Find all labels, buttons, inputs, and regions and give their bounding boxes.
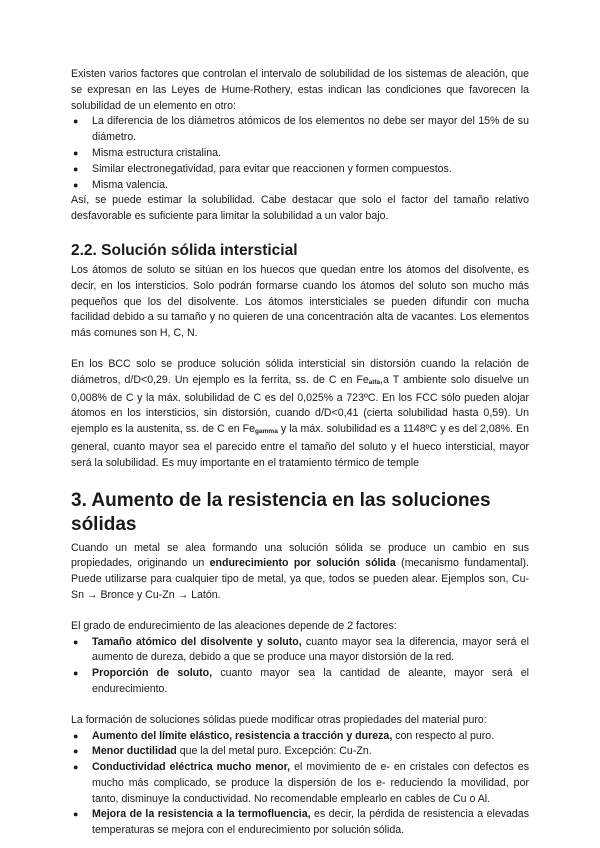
bcc-fcc-paragraph: En los BCC solo se produce solución sólida intersticial sin distorsión cuando la relación de diámetros, d/D<0,29. Un ejemplo es la ferrita, ss. de C en $Fe_{alfa},a$ T ambiente solo disuelve un 0,008% de C y la máx. solubilidad de C es del 0,025% a 723ºC. En los FCC sólo pueden alojar átomos en los intersticios, sin distorsión, cuando d/D<0,41 (cierta solubilidad hasta 0,59). Un ejemplo es la austenita, ss. de C en $Fe_{gamma}$ y la máx. solubilidad es a 1148ºC y es del 2,08%. En general, cuanto mayor sea el parecido entre el tamaño del soluto y el hueco intersticial, mayor será la solubilidad. Es muy importante en el tratamiento térmico de temple	[71, 357, 529, 469]
bullet-icon: ●	[73, 809, 79, 820]
list-item: ● Conductividad eléctrica mucho menor, el movimiento de e- en cristales con defectos es mucho más complicado, se produce la dispersión de los e- reduciendo la movilidad, por tanto, disminuye la conductividad. No recomendable emplearlo en cables de Cu o Al.	[73, 761, 529, 805]
list-item: ● Similar electronegatividad, para evitar que reaccionen y formen compuestos.	[71, 162, 529, 178]
bullet-icon: ●	[73, 163, 79, 174]
section-2-2-heading: 2.2. Solución sólida intersticial	[71, 241, 298, 259]
subscript-gamma: gamma	[255, 428, 278, 436]
bullet-icon: ●	[73, 730, 79, 741]
bullet-icon: ●	[73, 147, 79, 158]
subscript-alfa: alfa	[368, 378, 380, 386]
bullet-icon: ●	[73, 116, 79, 127]
hardening-paragraph: Cuando un metal se alea formando una solución sólida se produce un cambio en sus propiedades, originando un endurecimiento por solución sólida (mecanismo fundamental). Puede utilizarse para cualquier tipo de metal, ya que, todos se pueden alear. Ejemplos son, Cu-Sn → Bronce y Cu-Zn → Latón.	[71, 541, 530, 601]
solubility-note: Así, se puede estimar la solubilidad. Cabe destacar que solo el factor del tamaño relativo desfavorable es suficiente para limitar la solubilidad a un valor bajo.	[71, 194, 529, 223]
bullet-icon: ●	[73, 668, 79, 679]
list-item: ● Proporción de soluto, cuanto mayor sea la cantidad de aleante, mayor será el endurecimiento.	[73, 667, 529, 695]
properties-intro: La formación de soluciones sólidas puede modificar otras propiedades del material puro:	[71, 713, 487, 726]
list-item: ● Aumento del límite elástico, resistencia a tracción y dureza, con respecto al puro.	[71, 729, 529, 745]
interstitial-paragraph: Los átomos de soluto se sitúan en los huecos que quedan entre los átomos del disolvente, es decir, en los intersticios. Solo podrán formarse cuando los átomos del soluto son mucho más pequeños que los del disolvente. Los átomos intersticiales se pueden difundir con mucha facilidad debido a su tamaño y no quieren de una concentración alta de vacantes. Los elementos más comunes son H, C, N.	[71, 263, 529, 340]
bullet-icon: ●	[73, 762, 79, 773]
list-item: ● Menor ductilidad que la del metal puro. Excepción: Cu-Zn.	[71, 744, 529, 760]
intro-paragraph: Existen varios factores que controlan el intervalo de solubilidad de los sistemas de aleación, que se expresan en las Leyes de Hume-Rothery, estas indican las condiciones que favorecen la solubilidad de un elemento en otro:	[71, 68, 529, 112]
bullet-icon: ●	[73, 636, 79, 647]
hume-rothery-list	[71, 114, 529, 193]
factors-intro: El grado de endurecimiento de las aleaciones depende de 2 factores:	[71, 619, 397, 632]
bullet-icon: ●	[73, 746, 79, 757]
list-item: ● Misma estructura cristalina.	[71, 146, 529, 162]
properties-list	[71, 729, 529, 840]
list-item: ● La diferencia de los diámetros atómicos de los elementos no debe ser mayor del 15% de su diámetro.	[73, 115, 529, 144]
list-item: ● Tamaño atómico del disolvente y soluto, cuanto mayor sea la diferencia, mayor será el aumento de dureza, debido a que se produce una mayor distorsión de la red.	[73, 635, 529, 664]
list-item: ● Mejora de la resistencia a la termofluencia, es decir, la pérdida de resistencia a elevadas temperaturas se mejora con el endurecimiento por solución sólida.	[73, 808, 530, 837]
page-content	[71, 67, 529, 839]
section-3-heading: 3. Aumento de la resistencia en las soluciones sólidas	[71, 489, 491, 535]
list-item: ● Misma valencia.	[71, 178, 529, 194]
hardening-term: endurecimiento por solución sólida	[209, 557, 396, 570]
factors-list	[71, 635, 529, 698]
bullet-icon: ●	[73, 179, 79, 190]
